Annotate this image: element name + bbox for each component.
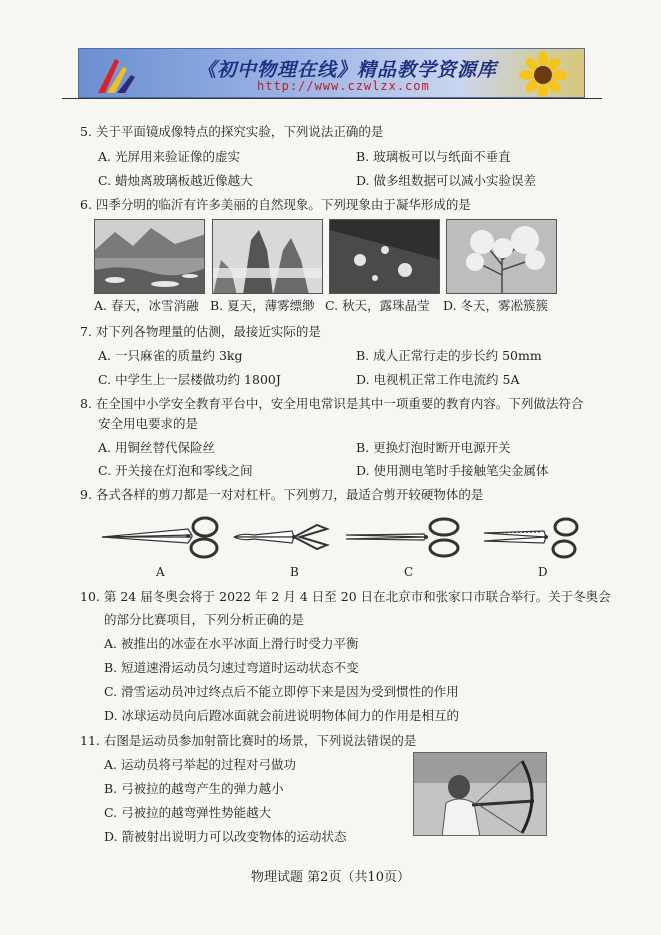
- q5-option-d: D. 做多组数据可以减小实验误差: [356, 173, 537, 188]
- q7-option-b: B. 成人正常行走的步长约 50mm: [356, 348, 542, 363]
- photo-winter-rime: [446, 219, 557, 294]
- q10-option-d: D. 冰球运动员向后蹬冰面就会前进说明物体间力的作用是相互的: [104, 708, 460, 723]
- q7-option-a: A. 一只麻雀的质量约 3kg: [98, 348, 243, 363]
- q11-option-a: A. 运动员将弓举起的过程对弓做功: [104, 757, 296, 772]
- question-8-stem-line2: 安全用电要求的是: [98, 416, 199, 431]
- q5-option-a: A. 光屏用来验证像的虚实: [98, 149, 240, 164]
- banner-title: 《初中物理在线》精品教学资源库: [197, 59, 498, 81]
- scissors-c-label: C: [404, 565, 414, 579]
- site-logo-icon: [93, 55, 143, 95]
- q6-option-c: C. 秋天，露珠晶莹: [325, 298, 430, 313]
- banner-url[interactable]: http://www.czwlzx.com: [257, 79, 430, 93]
- q6-option-b: B. 夏天，薄雾缥缈: [210, 298, 315, 313]
- question-7-stem: 7. 对下列各物理量的估测，最接近实际的是: [80, 324, 321, 339]
- q11-option-c: C. 弓被拉的越弯弹性势能越大: [104, 805, 272, 820]
- question-10-stem-line1: 10. 第 24 届冬奥会将于 2022 年 2 月 4 日至 20 日在北京市和张家口市联合举行。关于冬奥会: [80, 589, 611, 604]
- photo-spring-melting: [94, 219, 205, 294]
- scissors-c-icon: [344, 515, 466, 560]
- scissors-b-label: B: [290, 565, 299, 579]
- question-9-stem: 9. 各式各样的剪刀都是一对对杠杆。下列剪刀，最适合剪开较硬物体的是: [80, 487, 484, 502]
- q5-option-b: B. 玻璃板可以与纸面不垂直: [356, 149, 511, 164]
- scissors-d-icon: [482, 515, 586, 560]
- scissors-b-icon: [232, 515, 334, 560]
- scissors-a-icon: [100, 515, 222, 560]
- q8-option-b: B. 更换灯泡时断开电源开关: [356, 440, 511, 455]
- question-6-stem: 6. 四季分明的临沂有许多美丽的自然现象。下列现象由于凝华形成的是: [80, 197, 471, 212]
- question-5-stem: 5. 关于平面镜成像特点的探究实验，下列说法正确的是: [80, 124, 384, 139]
- q11-option-d: D. 箭被射出说明力可以改变物体的运动状态: [104, 829, 347, 844]
- question-10-stem-line2: 的部分比赛项目，下列分析正确的是: [104, 612, 305, 627]
- q10-option-c: C. 滑雪运动员冲过终点后不能立即停下来是因为受到惯性的作用: [104, 684, 459, 699]
- photo-archer: [413, 752, 547, 836]
- page-footer: 物理试题 第2页（共10页）: [251, 870, 410, 885]
- question-8-stem-line1: 8. 在全国中小学安全教育平台中，安全用电常识是其中一项重要的教育内容。下列做法符合: [80, 396, 584, 411]
- scissors-a-label: A: [156, 565, 165, 579]
- q7-option-d: D. 电视机正常工作电流约 5A: [356, 372, 520, 387]
- sunflower-icon: [512, 51, 574, 98]
- q10-option-b: B. 短道速滑运动员匀速过弯道时运动状态不变: [104, 660, 359, 675]
- question-11-stem: 11. 右图是运动员参加射箭比赛时的场景，下列说法错误的是: [80, 733, 417, 748]
- q8-option-a: A. 用铜丝替代保险丝: [98, 440, 215, 455]
- q6-option-a: A. 春天，冰雪消融: [94, 298, 199, 313]
- q7-option-c: C. 中学生上一层楼做功约 1800J: [98, 372, 281, 387]
- header-rule: [62, 98, 602, 99]
- scissors-d-label: D: [538, 565, 548, 579]
- photo-autumn-dew: [329, 219, 440, 294]
- q10-option-a: A. 被推出的冰壶在水平冰面上滑行时受力平衡: [104, 636, 359, 651]
- q8-option-d: D. 使用测电笔时手接触笔尖金属体: [356, 463, 549, 478]
- header-banner: [78, 48, 585, 98]
- photo-summer-mist: [212, 219, 323, 294]
- q11-option-b: B. 弓被拉的越弯产生的弹力越小: [104, 781, 284, 796]
- q8-option-c: C. 开关接在灯泡和零线之间: [98, 463, 253, 478]
- q5-option-c: C. 蜡烛离玻璃板越近像越大: [98, 173, 253, 188]
- q6-option-d: D. 冬天，雾凇簇簇: [443, 298, 549, 313]
